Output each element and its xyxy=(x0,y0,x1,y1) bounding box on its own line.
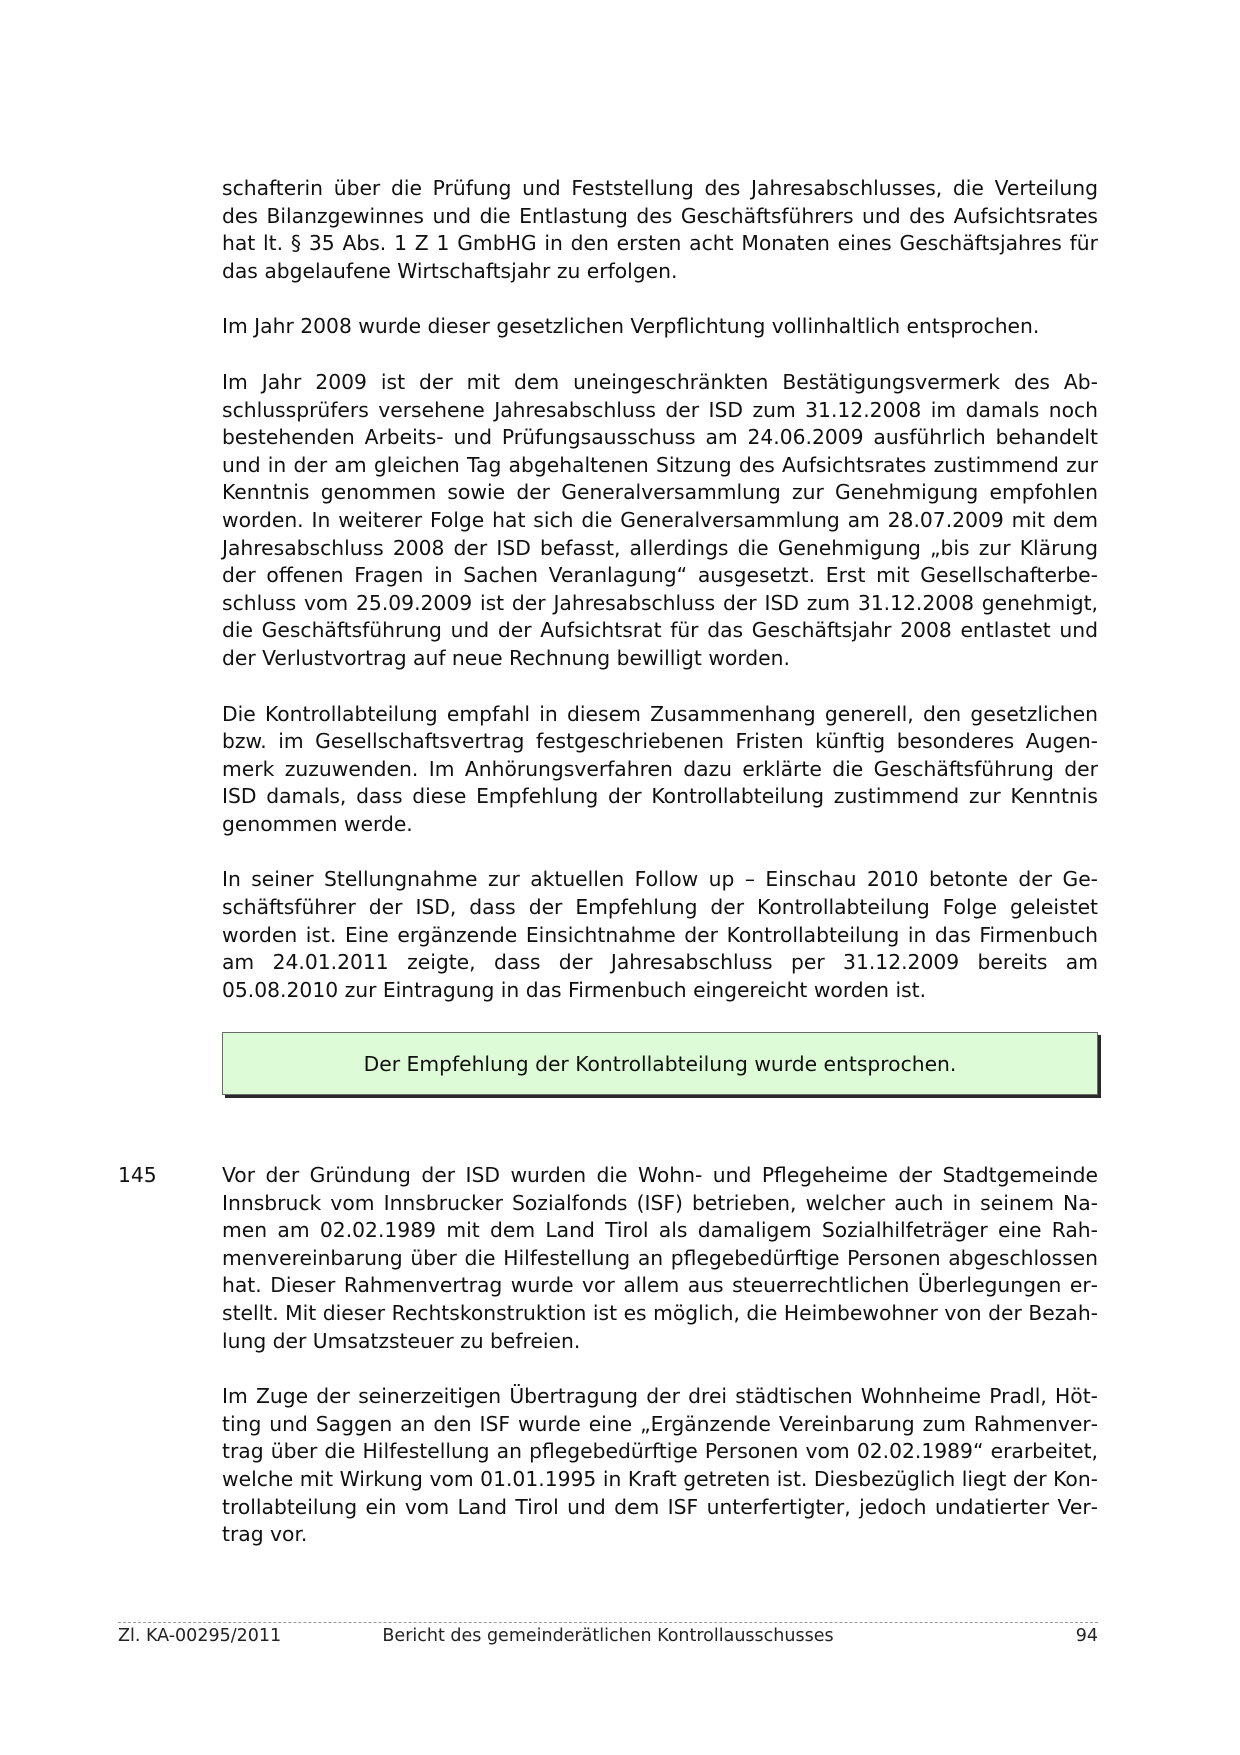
page-footer xyxy=(118,1622,1098,1646)
paragraph-ubertragung: Im Zuge der seinerzeitigen Übertragung der drei städtischen Wohnheime Pradl, Hötting und Saggen an den ISF wurde eine „Ergänzende Vereinbarung zum Rahmenvertrag über die Hilfestellung an pflegebedürftige Personen vom 02.02.1989“ erarbeitet, welche mit Wirkung vom 01.01.1995 in Kraft getreten ist. Diesbezüglich liegt der Kontrollabteilung ein vom Land Tirol und dem ISF unterfertigter, jedoch undatierter Vertrag vor. xyxy=(222,1384,1098,1547)
section-145-content xyxy=(222,1162,1098,1577)
page-number: 94 xyxy=(1075,1626,1098,1646)
section-number: 145 xyxy=(118,1163,157,1187)
paragraph-prufung: schafterin über die Prüfung und Feststellung des Jahresabschlusses, die Verteilung des Bilanzgewinnes und die Entlastung des Geschäftsführers und des Aufsichtsrates hat lt. § 35 Abs. 1 Z 1 GmbHG in den ersten acht Monaten eines Geschäftsjahres für das abgelaufene Wirtschaftsjahr zu erfolgen. xyxy=(222,176,1098,283)
footer-reference: Zl. KA-00295/2011 xyxy=(118,1626,282,1646)
paragraph-grundung: Vor der Gründung der ISD wurden die Wohn- und Pflegeheime der Stadtgemeinde Innsbruck vom Innsbrucker Sozialfonds (ISF) betrieben, welcher auch in seinem Namen am 02.02.1989 mit dem Land Tirol als damaligem Sozialhilfeträger eine Rahmenvereinbarung über die Hilfestellung an pflegebedürftige Personen abgeschlossen hat. Dieser Rahmenvertrag wurde vor allem aus steuerrechtlichen Überlegungen erstellt. Mit dieser Rechtskonstruktion ist es möglich, die Heimbewohner von der Bezahlung der Umsatzsteuer zu befreien. xyxy=(222,1163,1098,1353)
recommendation-callout-box xyxy=(222,1032,1098,1095)
paragraph-2008: Im Jahr 2008 wurde dieser gesetzlichen Verpflichtung vollinhaltlich entsprochen. xyxy=(222,314,1040,339)
paragraph-empfehlung: Die Kontrollabteilung empfahl in diesem Zusammenhang generell, den gesetzlichen bzw. im Gesellschaftsvertrag festgeschriebenen Fristen künftig besonderes Augenmerk zuzuwenden. Im Anhörungsverfahren dazu erklärte die Geschäftsführung der ISD damals, dass diese Empfehlung der Kontrollabteilung zustimmend zur Kenntnis genommen werde. xyxy=(222,701,1098,836)
main-content xyxy=(222,175,1098,1095)
paragraph-2009: Im Jahr 2009 ist der mit dem uneingeschränkten Bestätigungsvermerk des Abschlussprüfers versehene Jahresabschluss der ISD zum 31.12.2008 im damals noch bestehenden Arbeits- und Prüfungsausschuss am 24.06.2009 ausführlich behandelt und in der am gleichen Tag abgehaltenen Sitzung des Aufsichtsrates zustimmend zur Kenntnis genommen sowie der Generalversammlung zur Genehmigung empfohlen worden. In weiterer Folge hat sich die Generalversammlung am 28.07.2009 mit dem Jahresabschluss 2008 der ISD befasst, allerdings die Genehmigung „bis zur Klärung der offenen Fragen in Sachen Veranlagung“ ausgesetzt. Erst mit Gesellschafterbeschluss vom 25.09.2009 ist der Jahresabschluss der ISD zum 31.12.2008 genehmigt, die Geschäftsführung und der Aufsichtsrat für das Geschäftsjahr 2008 entlastet und der Verlustvortrag auf neue Rechnung bewilligt worden. xyxy=(222,369,1098,670)
paragraph-stellungnahme: In seiner Stellungnahme zur aktuellen Follow up – Einschau 2010 betonte der Geschäftsführer der ISD, dass der Empfehlung der Kontrollabteilung Folge geleistet worden ist. Eine ergänzende Einsichtnahme der Kontrollabteilung in das Firmenbuch am 24.01.2011 zeigte, dass der Jahresabschluss per 31.12.2009 bereits am 05.08.2010 zur Eintragung in das Firmenbuch eingereicht worden ist. xyxy=(222,867,1098,1002)
footer-title: Bericht des gemeinderätlichen Kontrollausschusses xyxy=(382,1626,834,1646)
callout-text: Der Empfehlung der Kontrollabteilung wurde entsprochen. xyxy=(363,1051,957,1076)
